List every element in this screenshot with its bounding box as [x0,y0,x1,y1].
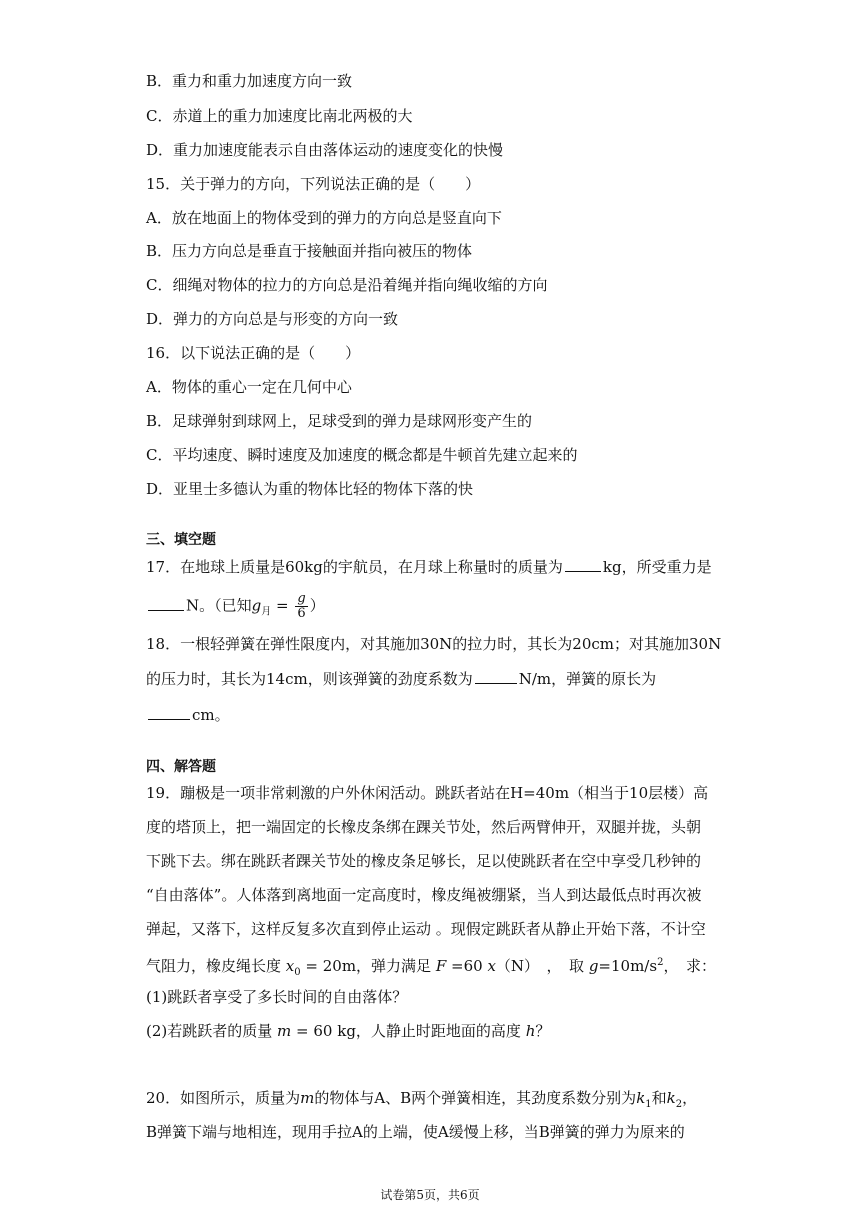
q17-blank-mass[interactable] [565,557,601,572]
q19-f-symbol: F [435,957,447,975]
q19-sub2-text-c: ？ [535,1022,551,1040]
q18-text-a: 的压力时，其长为14cm，则该弹簧的劲度系数为 [146,670,473,688]
q16-option-b: B．足球弹射到球网上，足球受到的弹力是球网形变产生的 [146,412,533,430]
q19-text-d: （N） ， 取 [495,957,589,975]
q20-k2-symbol: k [666,1089,676,1107]
q17-text-a: 17．在地球上质量是60kg的宇航员，在月球上称量时的质量为 [146,558,563,576]
q18-blank-length[interactable] [148,705,190,720]
q19-m-symbol: m [277,1022,292,1040]
q19-x-symbol: x [285,957,295,975]
q17-line-2 [146,592,325,623]
q19-text-a: 气阻力，橡皮绳长度 [146,957,286,975]
q14-option-d: D．重力加速度能表示自由落体运动的速度变化的快慢 [146,141,504,159]
q15-option-a: A．放在地面上的物体受到的弹力的方向总是竖直向下 [146,209,502,227]
q19-line-3: 下跳下去。绑在跳跃者踝关节处的橡皮条足够长，足以使跳跃者在空中享受几秒钟的 [146,852,702,870]
q19-text-b: = 20m，弹力满足 [300,957,436,975]
q19-g-symbol: g [588,957,599,975]
q17-line-1 [146,557,712,577]
q17-blank-weight[interactable] [148,596,184,611]
q19-line-1: 19．蹦极是一项非常刺激的户外休闲活动。跳跃者站在H=40m（相当于10层楼）高 [146,784,709,802]
q14-option-b: B．重力和重力加速度方向一致 [146,72,353,90]
q20-line-1 [146,1088,697,1115]
q19-subquestion-2 [146,1021,550,1041]
q16-option-c: C．平均速度、瞬时速度及加速度的概念都是牛顿首先建立起来的 [146,446,578,464]
q19-subquestion-1: (1)跳跃者享受了多长时间的自由落体？ [146,988,408,1006]
q15-option-d: D．弹力的方向总是与形变的方向一致 [146,310,399,328]
q16-stem: 16．以下说法正确的是（ ） [146,344,361,362]
q20-k1-subscript: 1 [645,1099,652,1110]
page-footer: 试卷第5页，共6页 [380,1188,480,1202]
q18-line-2 [146,669,656,689]
section-fill-in-title: 三、填空题 [146,532,216,548]
q20-text-c: 和 [651,1089,667,1107]
q17-moon-sub: 月 [261,606,272,618]
q20-text-d: ， [682,1089,698,1107]
q18-text-c: cm。 [192,706,230,724]
q17-fraction [295,592,307,621]
q17-equals: = [271,596,294,615]
q19-x2-symbol: x [487,957,496,975]
q18-blank-stiffness[interactable] [475,669,517,684]
q17-text-d: ） [309,596,325,615]
section-answer-title: 四、解答题 [146,759,216,775]
q15-option-c: C．细绳对物体的拉力的方向总是沿着绳并指向绳收缩的方向 [146,276,548,294]
q20-k1-symbol: k [636,1089,646,1107]
q18-line-3 [146,705,230,725]
q19-line-4: “自由落体”。人体落到离地面一定高度时，橡皮绳被绷紧，当人到达最低点时再次被 [146,886,702,904]
q20-line-2: B弹簧下端与地相连，现用手拉A的上端，使A缓慢上移，当B弹簧的弹力为原来的 [146,1123,685,1141]
q20-text-b: 的物体与A、B两个弹簧相连，其劲度系数分别为 [314,1089,637,1107]
q20-k2-subscript: 2 [675,1099,683,1110]
q19-sub2-text-a: (2)若跳跃者的质量 [146,1022,278,1040]
q20-text-a: 20．如图所示，质量为 [146,1089,301,1107]
q15-stem: 15．关于弹力的方向，下列说法正确的是（ ） [146,175,481,193]
q18-line-1: 18．一根轻弹簧在弹性限度内，对其施加30N的拉力时，其长为20cm；对其施加30N [146,635,722,653]
q18-text-b: N/m，弹簧的原长为 [518,670,657,688]
q17-text-b: kg，所受重力是 [602,558,712,576]
q15-option-b: B．压力方向总是垂直于接触面并指向被压的物体 [146,242,473,260]
q17-g-symbol: g [251,596,262,615]
q17-fraction-denominator: 6 [297,606,306,621]
q16-option-d: D．亚里士多德认为重的物体比轻的物体下落的快 [146,480,474,498]
q19-h-symbol: h [525,1022,536,1040]
q19-text-f: ， 求： [663,957,716,975]
q17-text-c: N。（已知 [186,596,252,615]
q19-text-c: =60 [446,957,488,975]
q19-sub2-text-b: = 60 kg，人静止时距地面的高度 [291,1022,526,1040]
q19-line-5: 弹起，又落下，这样反复多次直到停止运动 。现假定跳跃者从静止开始下落，不计空 [146,920,706,938]
q19-x-subscript: 0 [294,967,301,978]
q19-line-2: 度的塔顶上，把一端固定的长橡皮条绑在踝关节处，然后两臂伸开，双腿并拢，头朝 [146,818,702,836]
q16-option-a: A．物体的重心一定在几何中心 [146,378,352,396]
q14-option-c: C．赤道上的重力加速度比南北两极的大 [146,107,413,125]
q20-m-symbol: m [300,1089,315,1107]
q17-fraction-numerator: g [297,591,306,606]
q19-line-6 [146,953,716,983]
q19-text-e: =10m/s [598,957,658,975]
q19-square: 2 [657,957,664,968]
